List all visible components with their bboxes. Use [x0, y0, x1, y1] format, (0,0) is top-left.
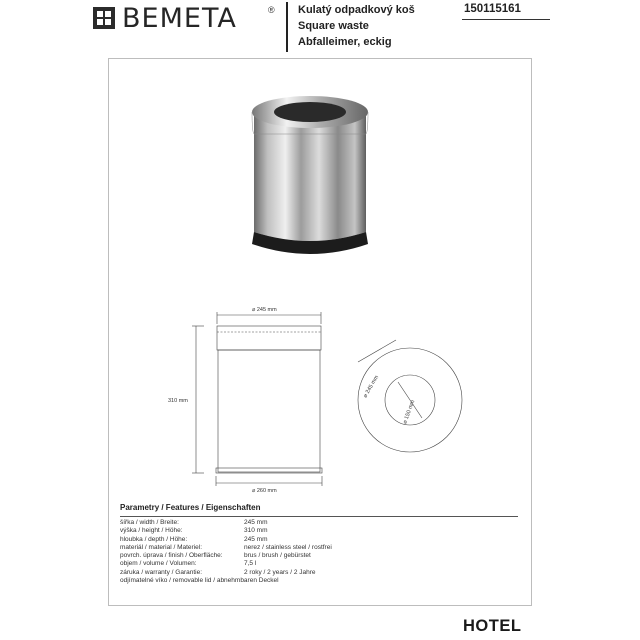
- param-value: 310 mm: [244, 527, 268, 535]
- category-label: HOTEL: [463, 617, 522, 635]
- param-row: [120, 552, 520, 560]
- param-value: brus / brush / gebürstet: [244, 552, 311, 560]
- dim-top-diameter: ⌀ 245 mm: [252, 307, 277, 313]
- param-row: [120, 569, 520, 577]
- side-body: [218, 350, 320, 472]
- side-view: [192, 312, 322, 486]
- param-value: 245 mm: [244, 535, 268, 543]
- product-photo: [240, 82, 400, 282]
- param-row: [120, 519, 520, 527]
- param-label: objem / volume / Volumen:: [120, 560, 197, 568]
- top-view: [358, 340, 462, 452]
- bin-opening: [274, 102, 346, 122]
- param-label: záruka / warranty / Garantie:: [120, 568, 203, 576]
- param-value: 245 mm: [244, 519, 268, 526]
- product-titles: [298, 2, 415, 50]
- param-row: [120, 577, 520, 585]
- params-divider: [120, 516, 518, 517]
- header-divider: [286, 2, 288, 52]
- title-german: Abfalleimer, eckig: [298, 36, 392, 48]
- param-label: materiál / material / Materiel:: [120, 543, 202, 551]
- param-value: 2 roky / 2 years / 2 Jahre: [244, 568, 316, 576]
- param-label: odjímatelné víko / removable lid / abnehmbaren Deckel: [120, 577, 279, 585]
- param-value: 7,5 l: [244, 560, 257, 568]
- param-label: výška / height / Höhe:: [120, 527, 183, 535]
- title-czech: Kulatý odpadkový koš: [298, 4, 415, 16]
- registered-mark: ®: [268, 5, 275, 15]
- dim-height: 310 mm: [168, 398, 188, 404]
- param-label: povrch. úprava / finish / Oberfläche:: [120, 552, 223, 560]
- title-english: Square waste: [298, 20, 369, 32]
- product-code-underline: [462, 19, 550, 20]
- param-label: šířka / width / Breite:: [120, 519, 179, 526]
- param-row: [120, 536, 520, 544]
- dim-bottom-diameter: ⌀ 260 mm: [252, 488, 277, 494]
- product-code: 150115161: [464, 3, 521, 15]
- params-title: Parametry / Features / Eigenschaften: [120, 503, 261, 512]
- side-lid: [217, 326, 321, 350]
- technical-drawing: [160, 300, 480, 494]
- dim-outer-diameter: ⌀ 245 mm: [362, 374, 381, 399]
- param-value: nerez / stainless steel / rostfrei: [244, 543, 332, 551]
- bin-body: [254, 112, 366, 241]
- brand-logo-text: BEMETA: [122, 3, 237, 34]
- param-label: hloubka / depth / Höhe:: [120, 535, 188, 543]
- params-table: [120, 519, 520, 585]
- param-row: [120, 527, 520, 535]
- dim-inner-diameter: ⌀ 150 mm: [402, 399, 417, 425]
- param-row: [120, 544, 520, 552]
- bemeta-logo-icon: [93, 7, 115, 29]
- param-row: [120, 560, 520, 568]
